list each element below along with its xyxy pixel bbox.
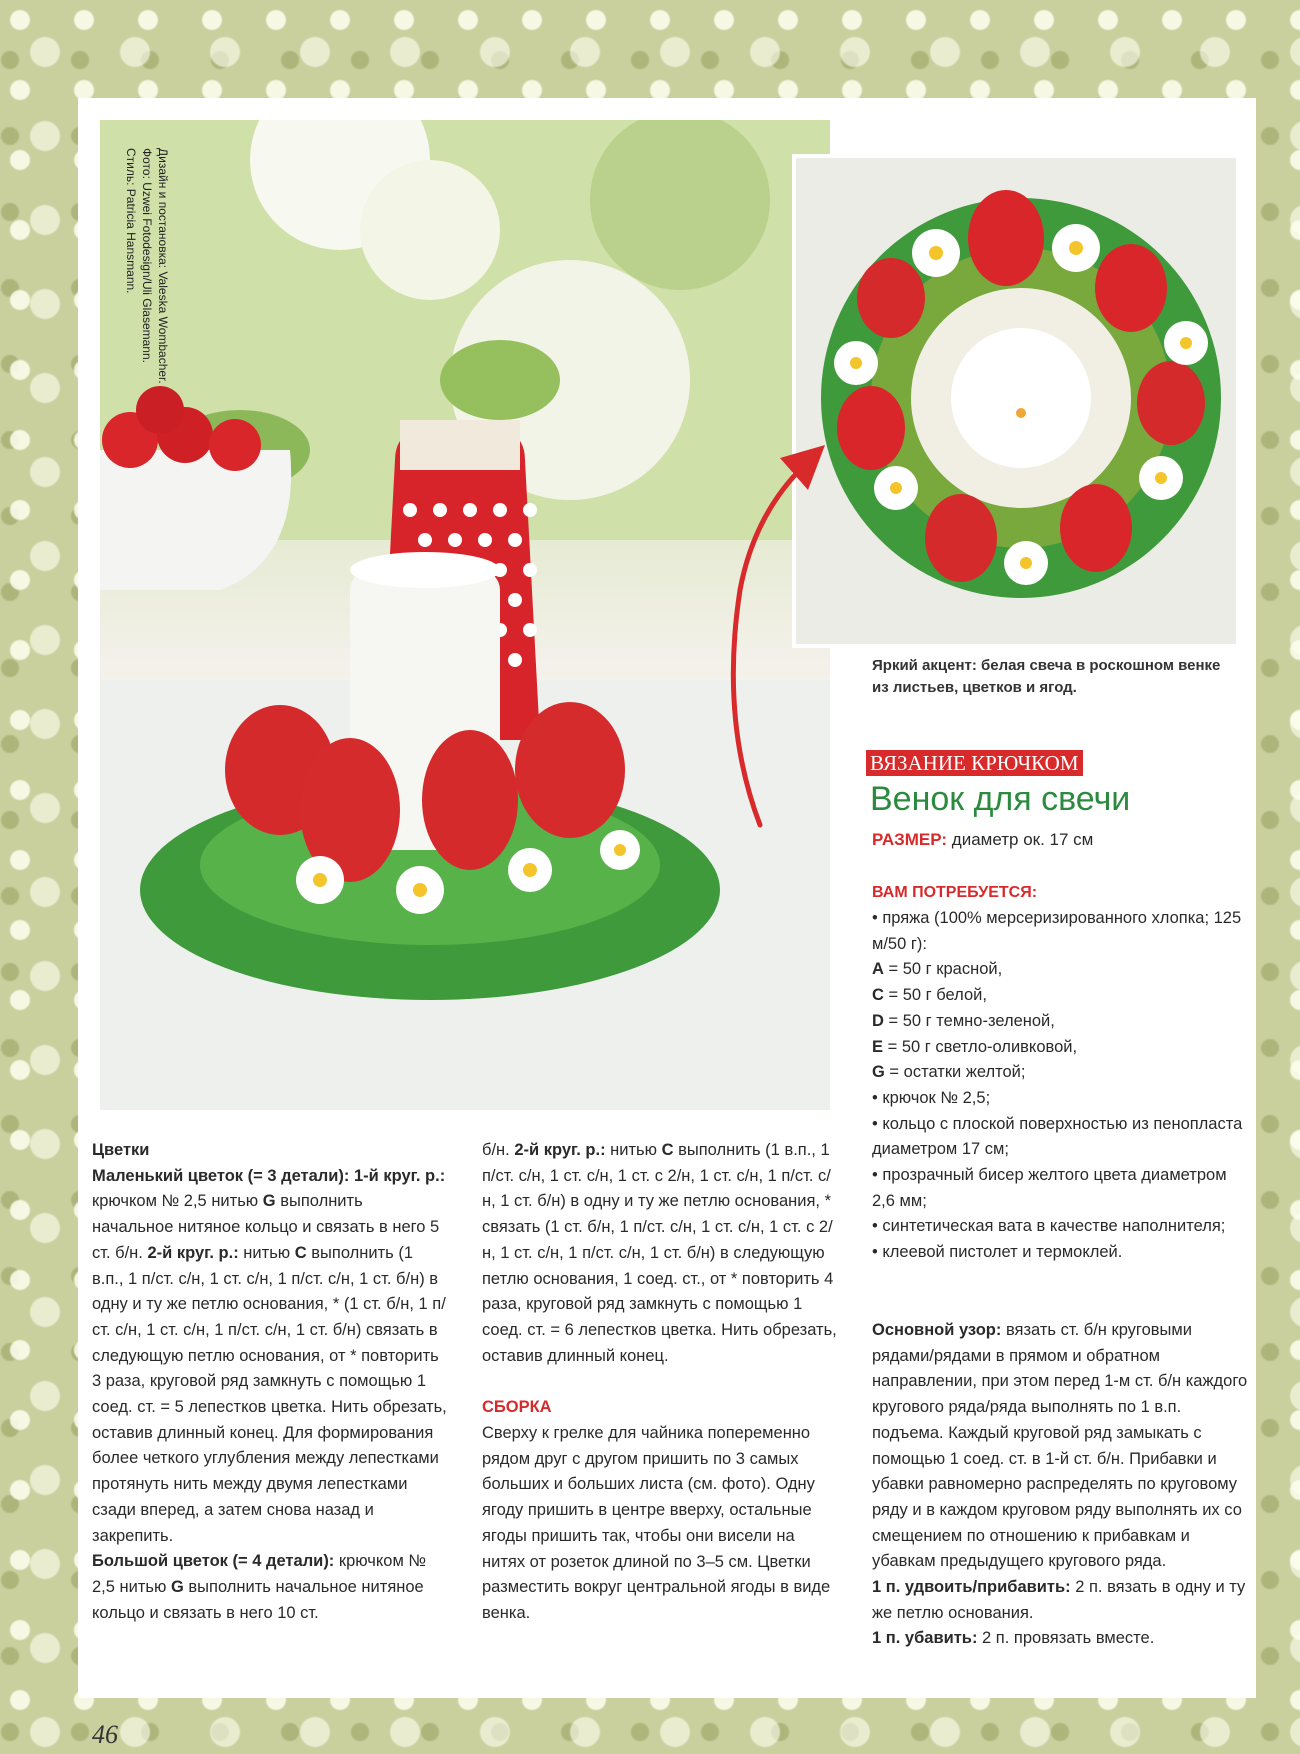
assembly-heading: СБОРКА bbox=[482, 1398, 552, 1417]
flowers-column bbox=[92, 1138, 448, 1626]
materials-heading: ВАМ ПОТРЕБУЕТСЯ: bbox=[872, 884, 1038, 901]
flowers-heading: Цветки bbox=[92, 1141, 150, 1159]
credit-design: Дизайн и постановка: Valeska Wombacher. bbox=[156, 148, 170, 384]
materials-ring: • кольцо с плоской поверхностью из пенопласта диаметром 17 см; bbox=[872, 1114, 1243, 1159]
size-line bbox=[872, 830, 1093, 850]
credit-photo: Фото: Uzwei Fotodesign/Uli Glasemann. bbox=[140, 148, 154, 363]
photo-credits bbox=[124, 148, 192, 468]
materials-list bbox=[872, 906, 1252, 1266]
big-flower-continued: б/н. 2-й круг. р.: нитью C выполнить (1 в.п., 1 п/ст. с/н, 1 ст. с/н, 1 ст. с 2/н, 1 ст. с/н, 1 п/ст. с/н, 1 ст. б/н) в одну и ту же петлю основания, * связать (1 ст. б/н, 1 п/ст. с/н, 1 ст. с/н, 1 ст. с 2/н, 1 ст. с/н, 1 п/ст. с/н, 1 ст. б/н) в следующую петлю основания, 1 соед. ст., от * повторить 4 раза, круговой ряд замкнуть с помощью 1 соед. ст. = 6 лепестков цветка. Нить обрезать, оставив длинный конец. bbox=[482, 1141, 837, 1365]
assembly-text: Сверху к грелке для чайника попеременно рядом друг с другом пришить по 3 самых больших и больших листа (см. фото). Одну ягоду пришить в центре вверху, остальные ягоды пришить так, чтобы они висели на нитях от розеток длиной по 3–5 см. Цветки разместить вокруг центральной ягоды в виде венка. bbox=[482, 1424, 831, 1622]
materials-yarn-e: E = 50 г светло-оливковой, bbox=[872, 1037, 1078, 1056]
small-flower-instructions: Маленький цветок (= 3 детали): 1-й круг. р.: крючком № 2,5 нитью G выполнить начальное нитяное кольцо и связать в него 5 ст. б/н. 2-й круг. р.: нитью C выполнить (1 в.п., 1 п/ст. с/н, 1 ст. с/н, 1 п/ст. с/н, 1 ст. б/н) в одну и ту же петлю основания, * (1 ст. б/н, 1 п/ст. с/н, 1 ст. с/н, 1 п/ст. с/н, 1 ст. б/н) связать в следующую петлю основания, от * повторить 3 раза, круговой ряд замкнуть с помощью 1 соед. ст. = 5 лепестков цветка. Нить обрезать, оставив длинный конец. Для формирования более четкого углубления между лепестками протянуть нить между двумя лепестками сзади вперед, а затем снова назад и закрепить. bbox=[92, 1166, 447, 1545]
materials-yarn-g: G = остатки желтой; bbox=[872, 1063, 1026, 1082]
materials-yarn-c: C = 50 г белой, bbox=[872, 986, 987, 1005]
pattern-section bbox=[872, 1318, 1248, 1652]
materials-filling: • синтетическая вата в качестве наполнителя; bbox=[872, 1217, 1226, 1236]
category-tag: ВЯЗАНИЕ КРЮЧКОМ bbox=[866, 750, 1083, 776]
pattern-increase: 1 п. удвоить/прибавить: 2 п. вязать в одну и ту же петлю основания. bbox=[872, 1578, 1246, 1622]
materials-yarn: • пряжа (100% мерсеризированного хлопка; 125 м/50 г): bbox=[872, 909, 1242, 953]
inset-photo bbox=[796, 158, 1236, 644]
materials-yarn-d: D = 50 г темно-зеленой, bbox=[872, 1011, 1055, 1030]
inset-photo-illustration bbox=[796, 158, 1236, 644]
size-label: РАЗМЕР: bbox=[872, 830, 948, 849]
page-number: 46 bbox=[92, 1720, 118, 1749]
materials-hook: • крючок № 2,5; bbox=[872, 1088, 991, 1107]
pattern-decrease: 1 п. убавить: 2 п. провязать вместе. bbox=[872, 1629, 1155, 1648]
materials-yarn-a: A = 50 г красной, bbox=[872, 960, 1003, 979]
materials-glue: • клеевой пистолет и термоклей. bbox=[872, 1243, 1123, 1262]
arrow-icon bbox=[700, 420, 840, 840]
credit-style: Стиль: Patricia Hansmann. bbox=[124, 148, 138, 294]
big-flower-instructions: Большой цветок (= 4 детали): крючком № 2,5 нитью G выполнить начальное нитяное кольцо и связать в него 10 ст. bbox=[92, 1552, 427, 1622]
article-title: Венок для свечи bbox=[870, 780, 1131, 818]
size-value: диаметр ок. 17 см bbox=[951, 830, 1094, 849]
photo-caption: Яркий акцент: белая свеча в роскошном венке из листьев, цветков и ягод. bbox=[872, 657, 1221, 696]
pattern-main: Основной узор: вязать ст. б/н круговыми рядами/рядами в прямом и обратном направлении, при этом перед 1-м ст. б/н каждого кругового ряда/ряда выполнять по 1 в.п. подъема. Каждый круговой ряд замыкать с помощью 1 соед. ст. в 1-й ст. б/н. Прибавки и убавки равномерно распределять по круговому ряду и в каждом круговом ряду выполнять их со смещением по отношению к прибавкам и убавкам предыдущего кругового ряда. bbox=[872, 1321, 1248, 1571]
materials-beads: • прозрачный бисер желтого цвета диаметром 2,6 мм; bbox=[872, 1166, 1227, 1210]
middle-column bbox=[482, 1138, 842, 1627]
